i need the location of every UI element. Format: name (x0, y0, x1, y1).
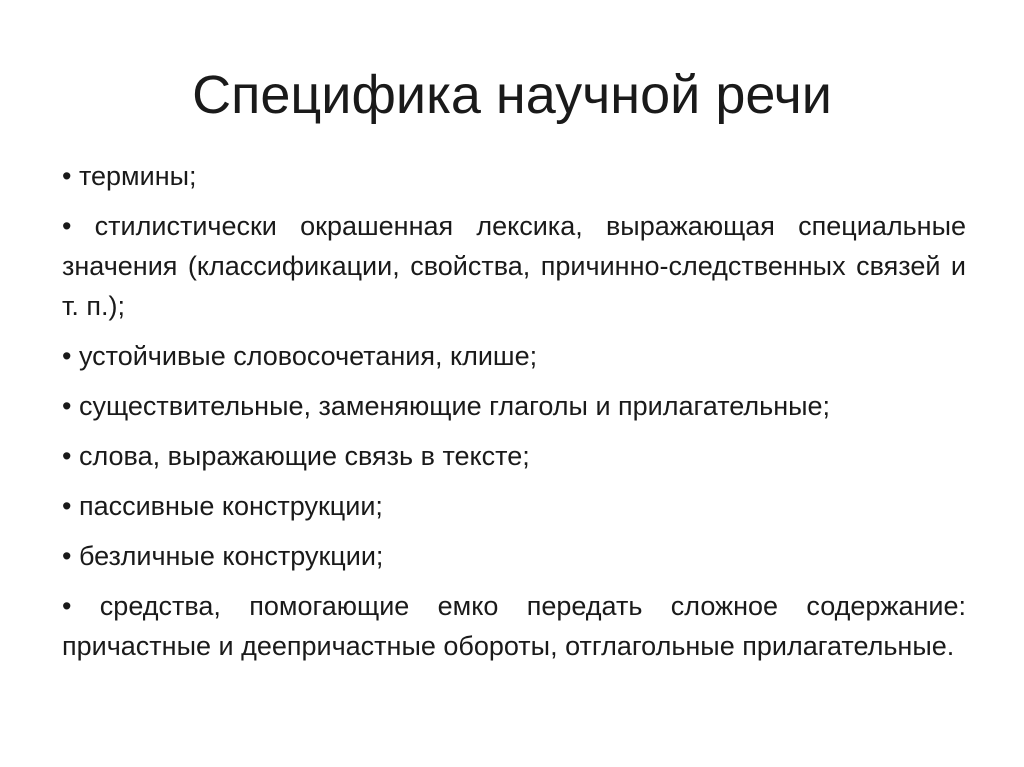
bullet-item-nouns: • существительные, заменяющие глаголы и прилагательные; (62, 391, 831, 421)
bullet-item-impersonal-constructions: • безличные конструкции; (62, 541, 384, 571)
bullet-item-connecting-words: • слова, выражающие связь в тексте; (62, 441, 530, 471)
bullet-item-set-phrases: • устойчивые словосочетания, клише; (62, 341, 538, 371)
bullet-item-compact-means: • средства, помогающие емко передать сложное содержание: причастные и деепричастные обороты, отглагольные прилагательные. (62, 591, 966, 661)
bullet-item-stylistic-lexicon: • стилистически окрашенная лексика, выражающая специальные значения (классификации, свойства, причинно-следственных связей и т. п.); (62, 211, 966, 321)
bullet-list (62, 156, 966, 666)
slide-title: Специфика научной речи (192, 65, 832, 125)
bullet-item-passive-constructions: • пассивные конструкции; (62, 491, 383, 521)
bullet-item-terms: • термины; (62, 161, 197, 191)
